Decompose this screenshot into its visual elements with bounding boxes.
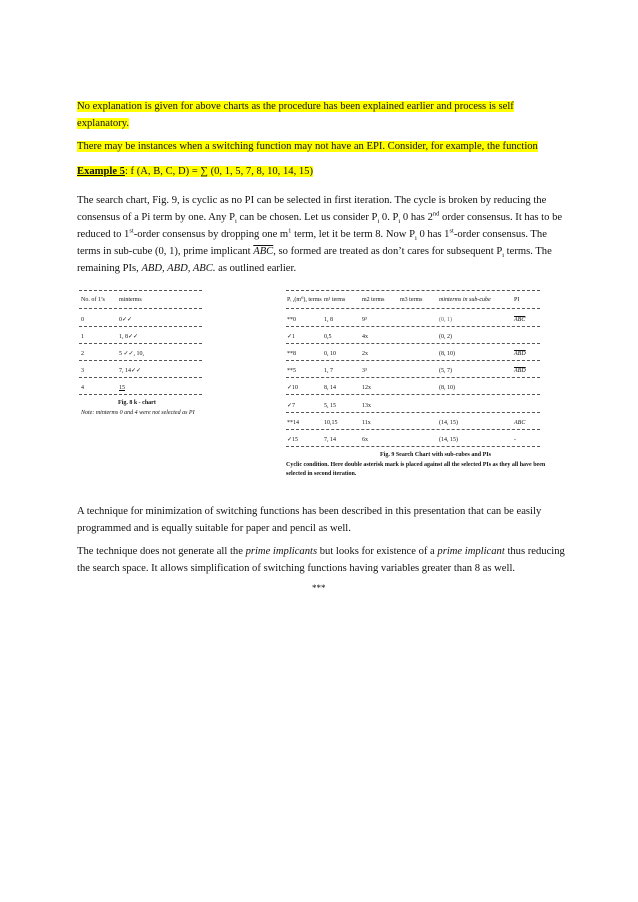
fig8-row3-n: 3: [81, 368, 84, 374]
para-no-explanation: [77, 98, 567, 132]
fig9-row1-pi: ✓1: [287, 334, 296, 340]
example-5-line: [77, 163, 567, 180]
fig9-row2-m2: 2x: [362, 351, 368, 357]
para-search-space: The technique does not generate all the prime implicants but looks for existence of a prime implicant thus reducing the search space. It allows simplification of switching functions having variables greater than 8 as well.: [77, 546, 565, 574]
fig9-header-m1: m¹ terms: [324, 297, 346, 303]
fig8-row1-n: 1: [81, 334, 84, 340]
fig9-row6-m1: 10,15: [324, 420, 338, 426]
fig9-header-pi-col: PI: [514, 297, 520, 303]
fig9-row6-m2: 11x: [362, 420, 371, 426]
fig9-row4-sub: (8, 10): [439, 385, 455, 391]
fig9-row0-pi-val: $\overline{ABC}$: [514, 317, 526, 323]
fig8-row4-n: 4: [81, 385, 84, 391]
fig9-row2-pi-val: $\overline{ABD}$: [514, 351, 526, 357]
para-no-epi: [77, 138, 567, 155]
fig9-row2-pi: **8: [287, 351, 296, 357]
fig9-row0-m1: 1, 8: [324, 317, 333, 323]
fig9-row1-sub: (0, 2): [439, 334, 452, 340]
fig9-row7-sub: (14, 15): [439, 437, 458, 443]
fig9-header-subcube: minterms in sub-cube: [439, 297, 491, 303]
fig9-note: Cyclic condition. Here double asterisk mark is placed against all the selected PIs as they all have been selected in second iteration.: [286, 462, 546, 477]
example-5-label: Example 5: [77, 166, 125, 177]
fig8-row2-n: 2: [81, 351, 84, 357]
fig9-row0-sub: (0, 1): [439, 317, 452, 323]
fig8-header-ones: No. of 1’s: [81, 297, 105, 303]
fig9-row2-m1: 0, 10: [324, 351, 336, 357]
fig9-row3-sub: (5, 7): [439, 368, 452, 374]
para-no-explanation-text: No explanation is given for above charts as the procedure has been explained earlier and process is self explanatory.: [77, 101, 514, 129]
fig8-caption: Fig. 8 k - chart: [118, 400, 156, 406]
fig8-row0-n: 0: [81, 317, 84, 323]
fig9-header-m3: m3 terms: [400, 297, 423, 303]
fig9-row1-m1: 0,5: [324, 334, 332, 340]
fig9-row4-m2: 12x: [362, 385, 371, 391]
para-search-chart: The search chart, Fig. 9, is cyclic as no PI can be selected in first iteration. The cycle is broken by reducing the consensus of a Pi term by one. Any $P_i$ can be chosen. Let us consider $P_i$ 0. $P_i$ 0 has 2nd order consensus. It has to be reduced to 1st-order consensus by dropping one $m^1$ term, let it be term 8. Now $P_i$ 0 has 1st-order consensus. The terms in sub-cube (0, 1), prime implicant $\overline{ABC}$, so formed are treated as don’t cares for subsequent $P_i$ terms. The remaining PIs, ABD, ABD, ABC. as outlined earlier.: [77, 195, 563, 274]
remaining-pis: ABD, ABD, ABC.: [141, 263, 216, 274]
fig9-row5-m2: 13x: [362, 403, 371, 409]
fig9-row5-pi: ✓7: [287, 403, 296, 409]
fig9-header-pi: Pᵢ ,(m⁰), terms: [287, 297, 322, 303]
fig9-header-m2: m2 terms: [362, 297, 385, 303]
fig9-row5-m1: 5, 15: [324, 403, 336, 409]
fig9-row3-m2: 3³: [362, 368, 367, 374]
fig8-row2-m: 5 ✓✓, 10,: [119, 351, 145, 357]
fig9-row6-pi: **14: [287, 420, 299, 426]
fig9-row7-m2: 6x: [362, 437, 368, 443]
fig9-row3-pi-val: $\overline{ABD}$: [514, 368, 526, 374]
fig8-header-minterms: minterms: [119, 297, 142, 303]
fig9-row2-sub: (8, 10): [439, 351, 455, 357]
fig9-row0-m2: 9³: [362, 317, 367, 323]
fig9-row6-pi-val: ABC: [514, 420, 526, 426]
fig9-row4-pi: ✓10: [287, 385, 299, 391]
pi-abc-bar: $\overline{ABC}$: [253, 246, 274, 257]
fig9-row7-pi-val: -: [514, 437, 516, 443]
fig8-note: Note: minterms 0 and 4 were not selected as PI: [81, 410, 195, 416]
fig8-row0-m: 0✓✓: [119, 317, 133, 323]
fig9-row1-m2: 4x: [362, 334, 368, 340]
example-5-function: : f (A, B, C, D) = ∑ (0, 1, 5, 7, 8, 10, 14, 15): [124, 166, 313, 177]
fig8-row3-m: 7, 14✓✓: [119, 368, 142, 374]
fig9-row7-pi: ✓15: [287, 437, 299, 443]
fig9-row7-m1: 7, 14: [324, 437, 336, 443]
para-technique: A technique for minimization of switching functions has been described in this presentation that can be easily programmed and is equally suitable for paper and pencil as well.: [77, 506, 542, 534]
end-mark: ***: [312, 583, 326, 593]
fig9-row3-pi: **5: [287, 368, 296, 374]
fig9-row3-m1: 1, 7: [324, 368, 333, 374]
fig9-row6-sub: (14, 15): [439, 420, 458, 426]
para-no-epi-text: There may be instances when a switching function may not have an EPI. Consider, for example, the function: [77, 141, 538, 152]
fig8-row1-m: 1, 8✓✓: [119, 334, 139, 340]
fig8-row4-m: 15: [119, 385, 125, 391]
fig9-caption: Fig. 9 Search Chart with sub-cubes and PIs: [380, 452, 491, 458]
fig9-row4-m1: 8, 14: [324, 385, 336, 391]
fig9-row0-pi: **0: [287, 317, 296, 323]
